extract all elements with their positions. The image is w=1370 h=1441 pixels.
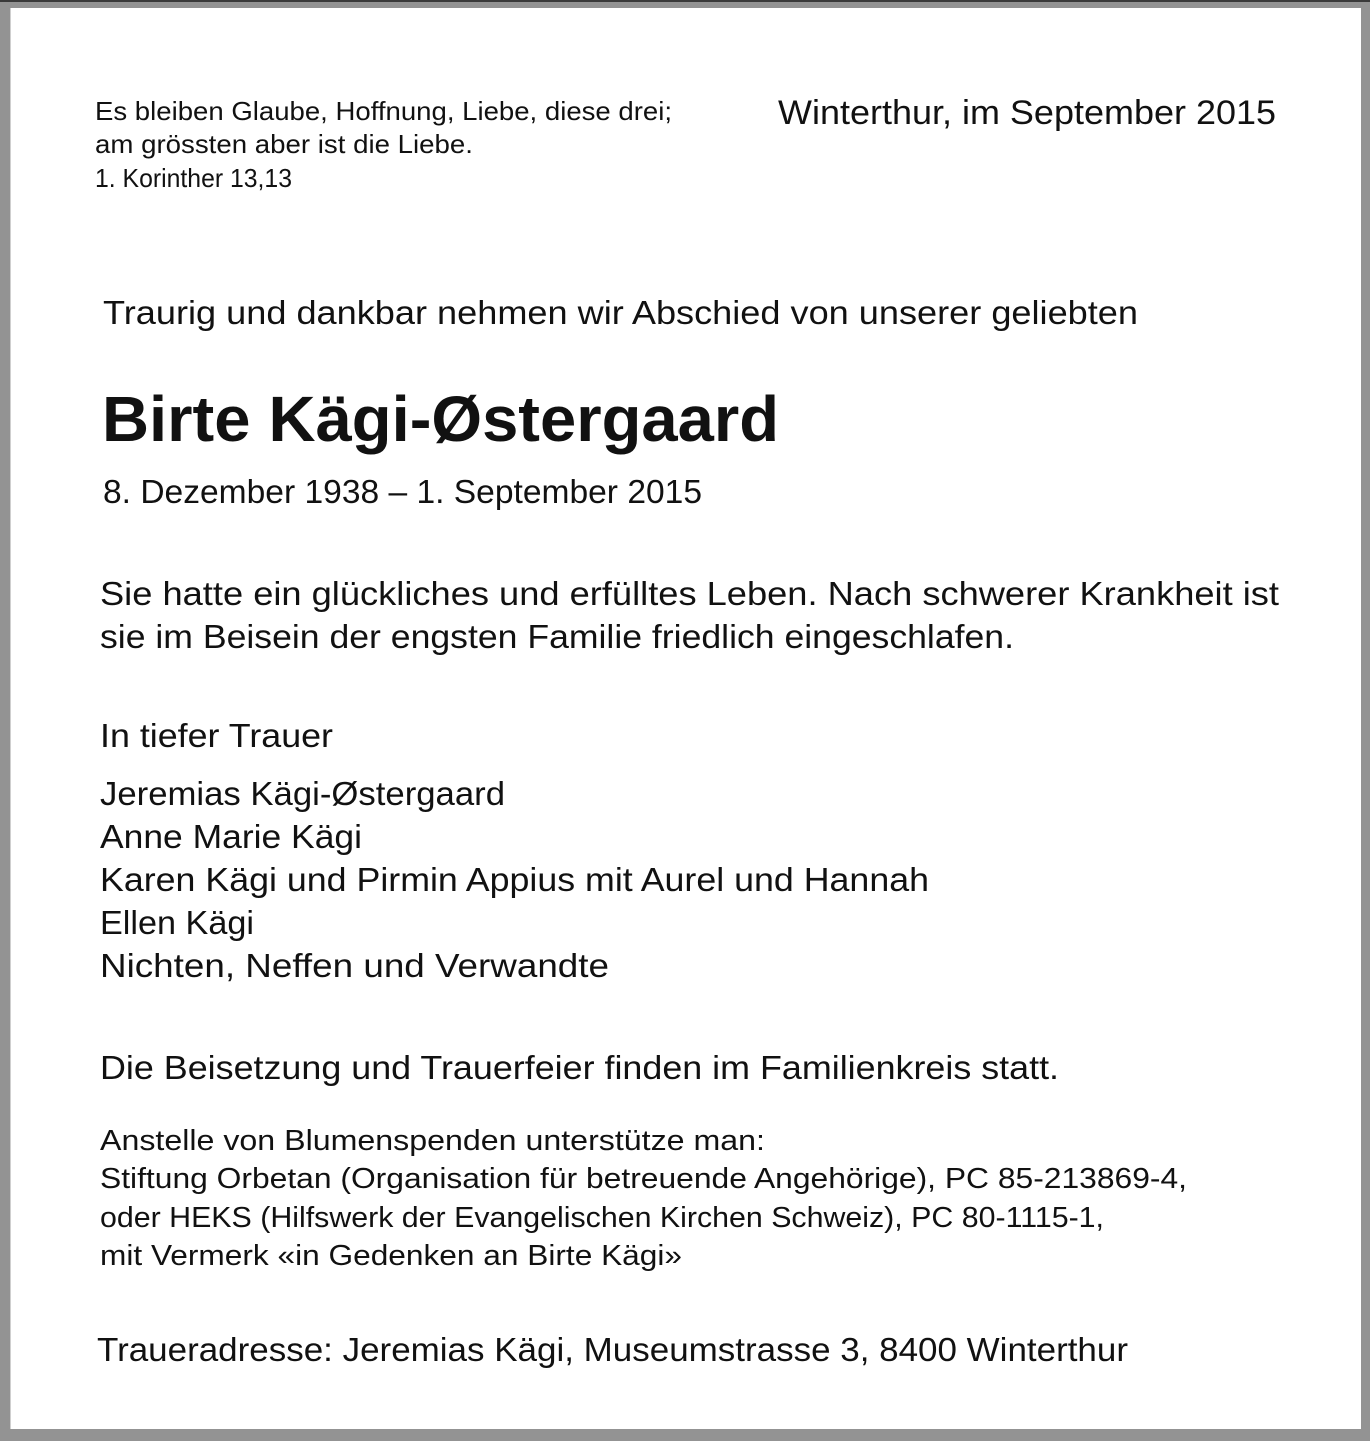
quote-line: Es bleiben Glaube, Hoffnung, Liebe, diese drei; xyxy=(95,96,672,126)
deceased-name: Birte Kägi-Østergaard xyxy=(102,383,779,455)
paragraph-line: Sie hatte ein glückliches und erfülltes Leben. Nach schwerer Krankheit ist xyxy=(100,575,1279,612)
obituary-page xyxy=(10,8,1361,1429)
intro-text: Traurig und dankbar nehmen wir Abschied von unserer geliebten xyxy=(103,294,1138,331)
donation-line: oder HEKS (Hilfswerk der Evangelischen Kirchen Schweiz), PC 80-1115-1, xyxy=(100,1202,1104,1234)
mourning-address: Traueradresse: Jeremias Kägi, Museumstrasse 3, 8400 Winterthur xyxy=(97,1331,1128,1368)
funeral-note: Die Beisetzung und Trauerfeier finden im Familienkreis statt. xyxy=(100,1049,1059,1086)
mourners-heading: In tiefer Trauer xyxy=(100,717,333,754)
mourner-name: Jeremias Kägi-Østergaard xyxy=(100,775,505,812)
donation-line: mit Vermerk «in Gedenken an Birte Kägi» xyxy=(100,1240,682,1272)
donation-line: Stiftung Orbetan (Organisation für betreuende Angehörige), PC 85-213869-4, xyxy=(100,1163,1187,1195)
mourner-name: Nichten, Neffen und Verwandte xyxy=(100,947,609,984)
quote-source: 1. Korinther 13,13 xyxy=(95,163,292,193)
window-top-edge xyxy=(0,0,1370,2)
mourner-name: Anne Marie Kägi xyxy=(100,818,362,855)
paragraph-line: sie im Beisein der engsten Familie friedlich eingeschlafen. xyxy=(100,618,1014,655)
quote-line: am grössten aber ist die Liebe. xyxy=(95,129,474,159)
mourner-name: Ellen Kägi xyxy=(100,904,254,941)
mourner-name: Karen Kägi und Pirmin Appius mit Aurel und Hannah xyxy=(100,861,929,898)
donation-line: Anstelle von Blumenspenden unterstütze man: xyxy=(100,1125,765,1157)
lifespan-dates: 8. Dezember 1938 – 1. September 2015 xyxy=(103,473,702,510)
place-and-date: Winterthur, im September 2015 xyxy=(778,94,1276,132)
